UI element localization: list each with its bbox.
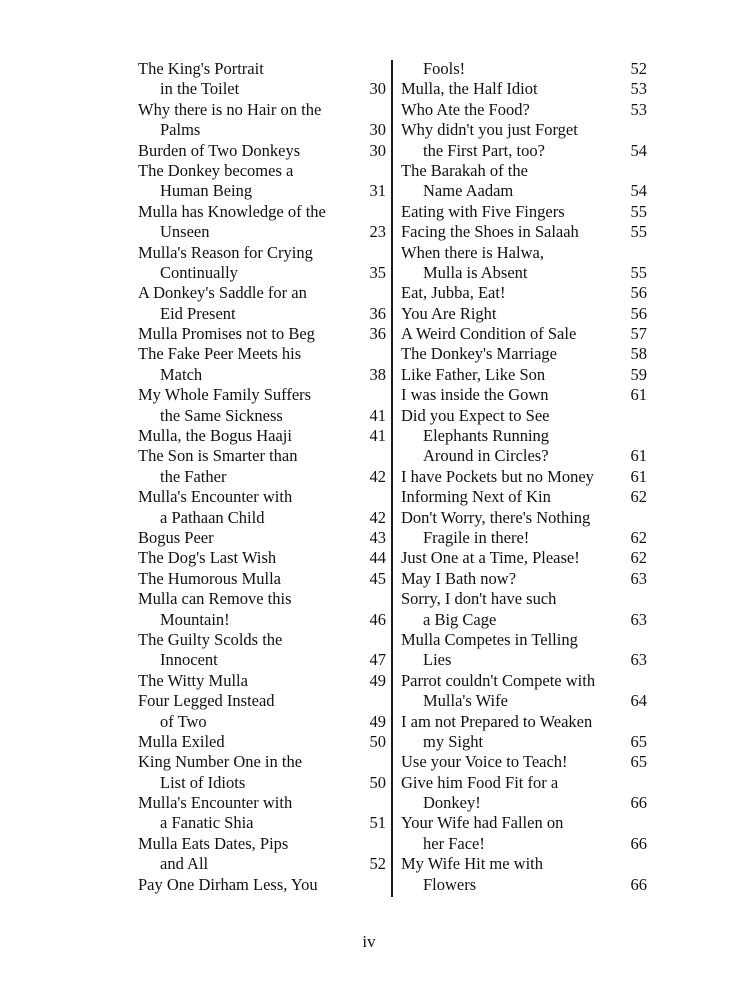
toc-page-number: 61 (630, 446, 647, 466)
toc-entry-title-continued (138, 365, 386, 385)
toc-entry-title-continued (138, 610, 386, 630)
toc-entry (138, 630, 386, 671)
toc-entry-title (401, 324, 647, 344)
toc-page-number: 52 (369, 854, 386, 874)
toc-entry-text: The Barakah of the (401, 160, 528, 180)
toc-page-number: 30 (369, 120, 386, 140)
toc-entry (401, 120, 647, 161)
toc-entry (138, 283, 386, 324)
toc-entry-title (401, 854, 647, 874)
toc-page-number: 65 (630, 731, 647, 751)
toc-page-number: 55 (630, 222, 647, 242)
column-divider (391, 60, 393, 897)
toc-entry-text: The Witty Mulla (138, 670, 248, 690)
toc-entry-text: May I Bath now? (401, 568, 517, 588)
toc-entry-title (401, 59, 647, 79)
toc-entry-text: You Are Right (401, 303, 497, 323)
toc-entry-title (401, 508, 647, 528)
toc-entry-title (401, 283, 647, 303)
toc-entry (138, 752, 386, 793)
toc-page-number: 49 (369, 711, 386, 731)
toc-entry-title-continued (401, 834, 647, 854)
toc-entry-title-continued (138, 508, 386, 528)
toc-column-left (138, 59, 386, 895)
toc-entry-title (138, 100, 386, 120)
toc-entry-text: Eat, Jubba, Eat! (401, 283, 506, 303)
toc-page-number: 51 (369, 813, 386, 833)
toc-page-number: 59 (630, 364, 647, 384)
toc-entry-text: the First Part, too? (423, 140, 545, 160)
toc-entry-title-continued (138, 813, 386, 833)
toc-entry-title (401, 161, 647, 181)
toc-entry-text: a Fanatic Shia (160, 813, 254, 833)
toc-entry (401, 671, 647, 712)
toc-entry-title (138, 59, 386, 79)
toc-entry-text: of Two (160, 711, 207, 731)
toc-entry-title (401, 344, 647, 364)
toc-entry (401, 467, 647, 487)
toc-entry-text: The Donkey's Marriage (401, 344, 558, 364)
toc-entry-text: Elephants Running (423, 426, 550, 446)
toc-entry-text: I was inside the Gown (401, 385, 549, 405)
toc-entry-text: Mulla Eats Dates, Pips (138, 833, 289, 853)
toc-entry-title (401, 406, 647, 426)
toc-entry (401, 365, 647, 385)
toc-entry-title (138, 671, 386, 691)
toc-entry-title (138, 528, 386, 548)
toc-entry (138, 344, 386, 385)
toc-entry-text: Mulla Competes in Telling (401, 629, 578, 649)
toc-entry-text: Bogus Peer (138, 527, 214, 547)
toc-entry (401, 712, 647, 753)
toc-entry (138, 834, 386, 875)
toc-page-number: 54 (630, 140, 647, 160)
toc-entry (138, 691, 386, 732)
toc-page-number: 36 (369, 324, 386, 344)
toc-entry (401, 344, 647, 364)
toc-entry (401, 813, 647, 854)
toc-page-number: 61 (630, 466, 647, 486)
toc-entry-title (138, 589, 386, 609)
toc-entry-text: The Fake Peer Meets his (138, 344, 302, 364)
toc-entry-text: Mulla has Knowledge of the (138, 201, 326, 221)
toc-entry-title (138, 569, 386, 589)
toc-entry-title (401, 773, 647, 793)
toc-entry-title (138, 548, 386, 568)
toc-entry-text: Did you Expect to See (401, 405, 550, 425)
toc-page-number: 53 (630, 79, 647, 99)
toc-entry-text: Why there is no Hair on the (138, 99, 322, 119)
toc-entry-text: I have Pockets but no Money (401, 466, 594, 486)
toc-entry-title (138, 141, 386, 161)
toc-entry (401, 283, 647, 303)
toc-page-number: 50 (369, 731, 386, 751)
toc-entry-title-continued (401, 732, 647, 752)
toc-entry-title-continued (401, 650, 647, 670)
toc-entry-text: and All (160, 854, 209, 874)
toc-entry-text: Use your Voice to Teach! (401, 752, 568, 772)
toc-entry (401, 589, 647, 630)
toc-entry-title (138, 344, 386, 364)
toc-entry (401, 161, 647, 202)
toc-entry-text: Human Being (160, 181, 253, 201)
toc-entry-text: My Wife Hit me with (401, 854, 544, 874)
toc-column-right (401, 59, 647, 895)
toc-entry (138, 100, 386, 141)
toc-page-number: 54 (630, 181, 647, 201)
toc-entry-title-continued (138, 304, 386, 324)
toc-page-number: 44 (369, 548, 386, 568)
toc-entry-title (401, 243, 647, 263)
toc-entry-text: Mulla Promises not to Beg (138, 324, 315, 344)
toc-entry-text: Mulla can Remove this (138, 589, 292, 609)
toc-entry (138, 161, 386, 202)
toc-entry-title-continued (138, 467, 386, 487)
toc-page-number: 36 (369, 303, 386, 323)
toc-entry-title-continued (401, 610, 647, 630)
toc-entry (401, 548, 647, 568)
toc-page-number: 38 (369, 364, 386, 384)
toc-page-number: 50 (369, 772, 386, 792)
toc-entry-text: in the Toilet (160, 79, 240, 99)
toc-entry-title (401, 100, 647, 120)
toc-entry-text: a Big Cage (423, 609, 497, 629)
toc-entry (138, 141, 386, 161)
toc-entry-text: Mulla is Absent (423, 262, 528, 282)
toc-entry (401, 100, 647, 120)
toc-entry (138, 528, 386, 548)
toc-page-number: 62 (630, 487, 647, 507)
toc-entry-title-continued (138, 773, 386, 793)
toc-entry-text: Burden of Two Donkeys (138, 140, 301, 160)
toc-page-number: 42 (369, 466, 386, 486)
toc-entry (138, 569, 386, 589)
toc-entry-title (138, 875, 386, 895)
toc-entry-text: Informing Next of Kin (401, 487, 551, 507)
toc-entry-title (401, 752, 647, 772)
toc-page-number: 56 (630, 283, 647, 303)
toc-entry-title-continued (138, 79, 386, 99)
toc-page-number: 66 (630, 793, 647, 813)
toc-entry-text: her Face! (423, 833, 485, 853)
toc-entry-title (138, 324, 386, 344)
toc-entry (401, 487, 647, 507)
toc-page-number: 55 (630, 201, 647, 221)
toc-entry-title (138, 426, 386, 446)
toc-entry-text: Facing the Shoes in Salaah (401, 222, 579, 242)
toc-entry-text: List of Idiots (160, 772, 246, 792)
toc-entry-text: My Whole Family Suffers (138, 385, 312, 405)
toc-entry-text: The Humorous Mulla (138, 568, 281, 588)
toc-entry (401, 752, 647, 772)
toc-entry-title (138, 834, 386, 854)
toc-entry-text: Like Father, Like Son (401, 364, 546, 384)
toc-page-number: 65 (630, 752, 647, 772)
toc-entry-text: Unseen (160, 222, 210, 242)
toc-entry (401, 222, 647, 242)
toc-entry-text: Who Ate the Food? (401, 99, 530, 119)
toc-entry (401, 508, 647, 549)
toc-entry (138, 793, 386, 834)
toc-entry-text: Mulla, the Bogus Haaji (138, 426, 292, 446)
toc-entry-title (138, 161, 386, 181)
toc-entry-title (138, 385, 386, 405)
toc-entry (138, 202, 386, 243)
toc-page-number: 45 (369, 568, 386, 588)
toc-entry-text: Around in Circles? (423, 446, 549, 466)
toc-entry-text: Lies (423, 650, 452, 670)
toc-entry-title-continued (401, 446, 647, 466)
toc-entry-title-continued (401, 141, 647, 161)
toc-entry (138, 487, 386, 528)
toc-entry-text: King Number One in the (138, 752, 303, 772)
toc-page-number: 41 (369, 426, 386, 446)
toc-entry-text: Pay One Dirham Less, You (138, 874, 318, 894)
toc-entry-text: Flowers (423, 874, 477, 894)
toc-entry-text: the Same Sickness (160, 405, 283, 425)
toc-page-number: 43 (369, 527, 386, 547)
toc-entry-text: I am not Prepared to Weaken (401, 711, 593, 731)
toc-entry (401, 630, 647, 671)
toc-entry-title-continued (138, 181, 386, 201)
toc-page-number: 31 (369, 181, 386, 201)
toc-entry-text: Mulla Exiled (138, 731, 225, 751)
toc-entry-title (401, 712, 647, 732)
toc-entry-title-continued (138, 712, 386, 732)
toc-entry-title-continued (401, 691, 647, 711)
toc-entry-text: The Donkey becomes a (138, 160, 294, 180)
toc-page-number: 23 (369, 222, 386, 242)
toc-page-number: 63 (630, 609, 647, 629)
toc-entry-title (401, 385, 647, 405)
toc-entry (138, 385, 386, 426)
toc-page-number: 57 (630, 324, 647, 344)
toc-page-number: 56 (630, 303, 647, 323)
toc-entry-text: Eid Present (160, 303, 236, 323)
toc-entry-text: The Guilty Scolds the (138, 629, 283, 649)
toc-entry-text: Mulla's Encounter with (138, 793, 293, 813)
toc-page-number: 66 (630, 833, 647, 853)
toc-page-number: 61 (630, 385, 647, 405)
toc-page-number: 66 (630, 874, 647, 894)
toc-page-number: 63 (630, 650, 647, 670)
toc-entry-text: Fragile in there! (423, 527, 530, 547)
toc-entry-title (401, 304, 647, 324)
toc-entry-title-continued (401, 793, 647, 813)
toc-entry-title (401, 589, 647, 609)
toc-entry-title (138, 630, 386, 650)
toc-entry-text: Mulla's Wife (423, 691, 508, 711)
toc-entry-text: Palms (160, 120, 201, 140)
toc-entry-title (401, 467, 647, 487)
toc-entry (138, 732, 386, 752)
toc-entry-title-continued (138, 120, 386, 140)
toc-entry-text: the Father (160, 466, 227, 486)
toc-entry-title (401, 365, 647, 385)
toc-entry (138, 589, 386, 630)
toc-page-number: 53 (630, 99, 647, 119)
toc-entry-title-continued (401, 426, 647, 446)
toc-page-number: 63 (630, 568, 647, 588)
toc-entry (138, 324, 386, 344)
toc-entry-title (138, 243, 386, 263)
toc-entry-text: Parrot couldn't Compete with (401, 670, 596, 690)
toc-entry (401, 773, 647, 814)
toc-entry-text: Give him Food Fit for a (401, 772, 559, 792)
toc-page-number: 35 (369, 262, 386, 282)
toc-entry-text: Innocent (160, 650, 218, 670)
toc-entry-title-continued (401, 181, 647, 201)
toc-entry-text: The Dog's Last Wish (138, 548, 277, 568)
toc-page-number: 46 (369, 609, 386, 629)
toc-entry-text: Continually (160, 262, 238, 282)
toc-entry-title (401, 548, 647, 568)
toc-entry-text: Four Legged Instead (138, 691, 275, 711)
toc-entry (401, 79, 647, 99)
toc-page-number: 47 (369, 650, 386, 670)
toc-page-number: 30 (369, 140, 386, 160)
toc-entry (401, 324, 647, 344)
toc-entry-text: Don't Worry, there's Nothing (401, 507, 591, 527)
toc-page-number: 42 (369, 507, 386, 527)
toc-entry (138, 243, 386, 284)
toc-page-number: 55 (630, 262, 647, 282)
toc-entry-text: Your Wife had Fallen on (401, 813, 564, 833)
toc-entry (401, 243, 647, 284)
toc-page-number: 30 (369, 79, 386, 99)
toc-entry-title-continued (401, 528, 647, 548)
toc-entry-text: The King's Portrait (138, 59, 264, 78)
toc-entry-text: A Donkey's Saddle for an (138, 283, 307, 303)
toc-entry-title (138, 283, 386, 303)
toc-entry-text: Match (160, 364, 203, 384)
toc-entry-text: my Sight (423, 731, 484, 751)
toc-entry-text: Mulla's Encounter with (138, 487, 293, 507)
toc-entry-title (401, 120, 647, 140)
toc-entry-title (138, 202, 386, 222)
toc-entry-title (138, 487, 386, 507)
toc-entry-title (401, 202, 647, 222)
toc-entry-text: Name Aadam (423, 181, 514, 201)
toc-entry-text: Why didn't you just Forget (401, 120, 578, 140)
toc-entry-title (138, 752, 386, 772)
toc-entry-text: Sorry, I don't have such (401, 589, 557, 609)
toc-entry-title-continued (138, 263, 386, 283)
toc-entry-text: The Son is Smarter than (138, 446, 298, 466)
toc-entry (401, 569, 647, 589)
toc-entry-title (138, 446, 386, 466)
toc-entry (401, 406, 647, 467)
page-number: iv (362, 932, 376, 951)
toc-entry-title-continued (138, 222, 386, 242)
toc-entry (138, 446, 386, 487)
toc-entry-text: Eating with Five Fingers (401, 201, 565, 221)
toc-entry-text: a Pathaan Child (160, 507, 265, 527)
toc-entry-text: Fools! (423, 59, 466, 78)
toc-page-number: 58 (630, 344, 647, 364)
toc-page-number: 41 (369, 405, 386, 425)
toc-entry (401, 59, 647, 79)
toc-entry-text: Donkey! (423, 793, 481, 813)
toc-entry-title (401, 222, 647, 242)
toc-entry-title (138, 793, 386, 813)
toc-entry-text: Just One at a Time, Please! (401, 548, 580, 568)
toc-page-number: 62 (630, 548, 647, 568)
toc-entry (401, 304, 647, 324)
toc-entry-title (401, 569, 647, 589)
toc-entry-title-continued (401, 875, 647, 895)
toc-entry-title (401, 630, 647, 650)
toc-entry (138, 548, 386, 568)
toc-entry (138, 671, 386, 691)
toc-page-number: 49 (369, 670, 386, 690)
toc-entry (401, 202, 647, 222)
toc-entry (138, 59, 386, 100)
toc-entry-title-continued (138, 854, 386, 874)
toc-entry-text: Mulla's Reason for Crying (138, 242, 313, 262)
toc-page-number: 52 (630, 59, 647, 78)
toc-entry (138, 875, 386, 895)
toc-entry-title (138, 732, 386, 752)
toc-page-number: 64 (630, 691, 647, 711)
toc-entry (401, 854, 647, 895)
toc-entry-text: Mountain! (160, 609, 230, 629)
toc-entry (401, 385, 647, 405)
toc-entry-title (401, 79, 647, 99)
toc-entry-text: A Weird Condition of Sale (401, 324, 577, 344)
toc-entry-title (401, 671, 647, 691)
toc-entry-text: Mulla, the Half Idiot (401, 79, 538, 99)
toc-entry-title (138, 691, 386, 711)
toc-entry-text: When there is Halwa, (401, 242, 544, 262)
toc-entry-title (401, 813, 647, 833)
toc-entry-title-continued (138, 406, 386, 426)
toc-entry-title (401, 487, 647, 507)
toc-entry-title-continued (138, 650, 386, 670)
toc-entry (138, 426, 386, 446)
toc-page-number: 62 (630, 527, 647, 547)
toc-entry-title-continued (401, 263, 647, 283)
